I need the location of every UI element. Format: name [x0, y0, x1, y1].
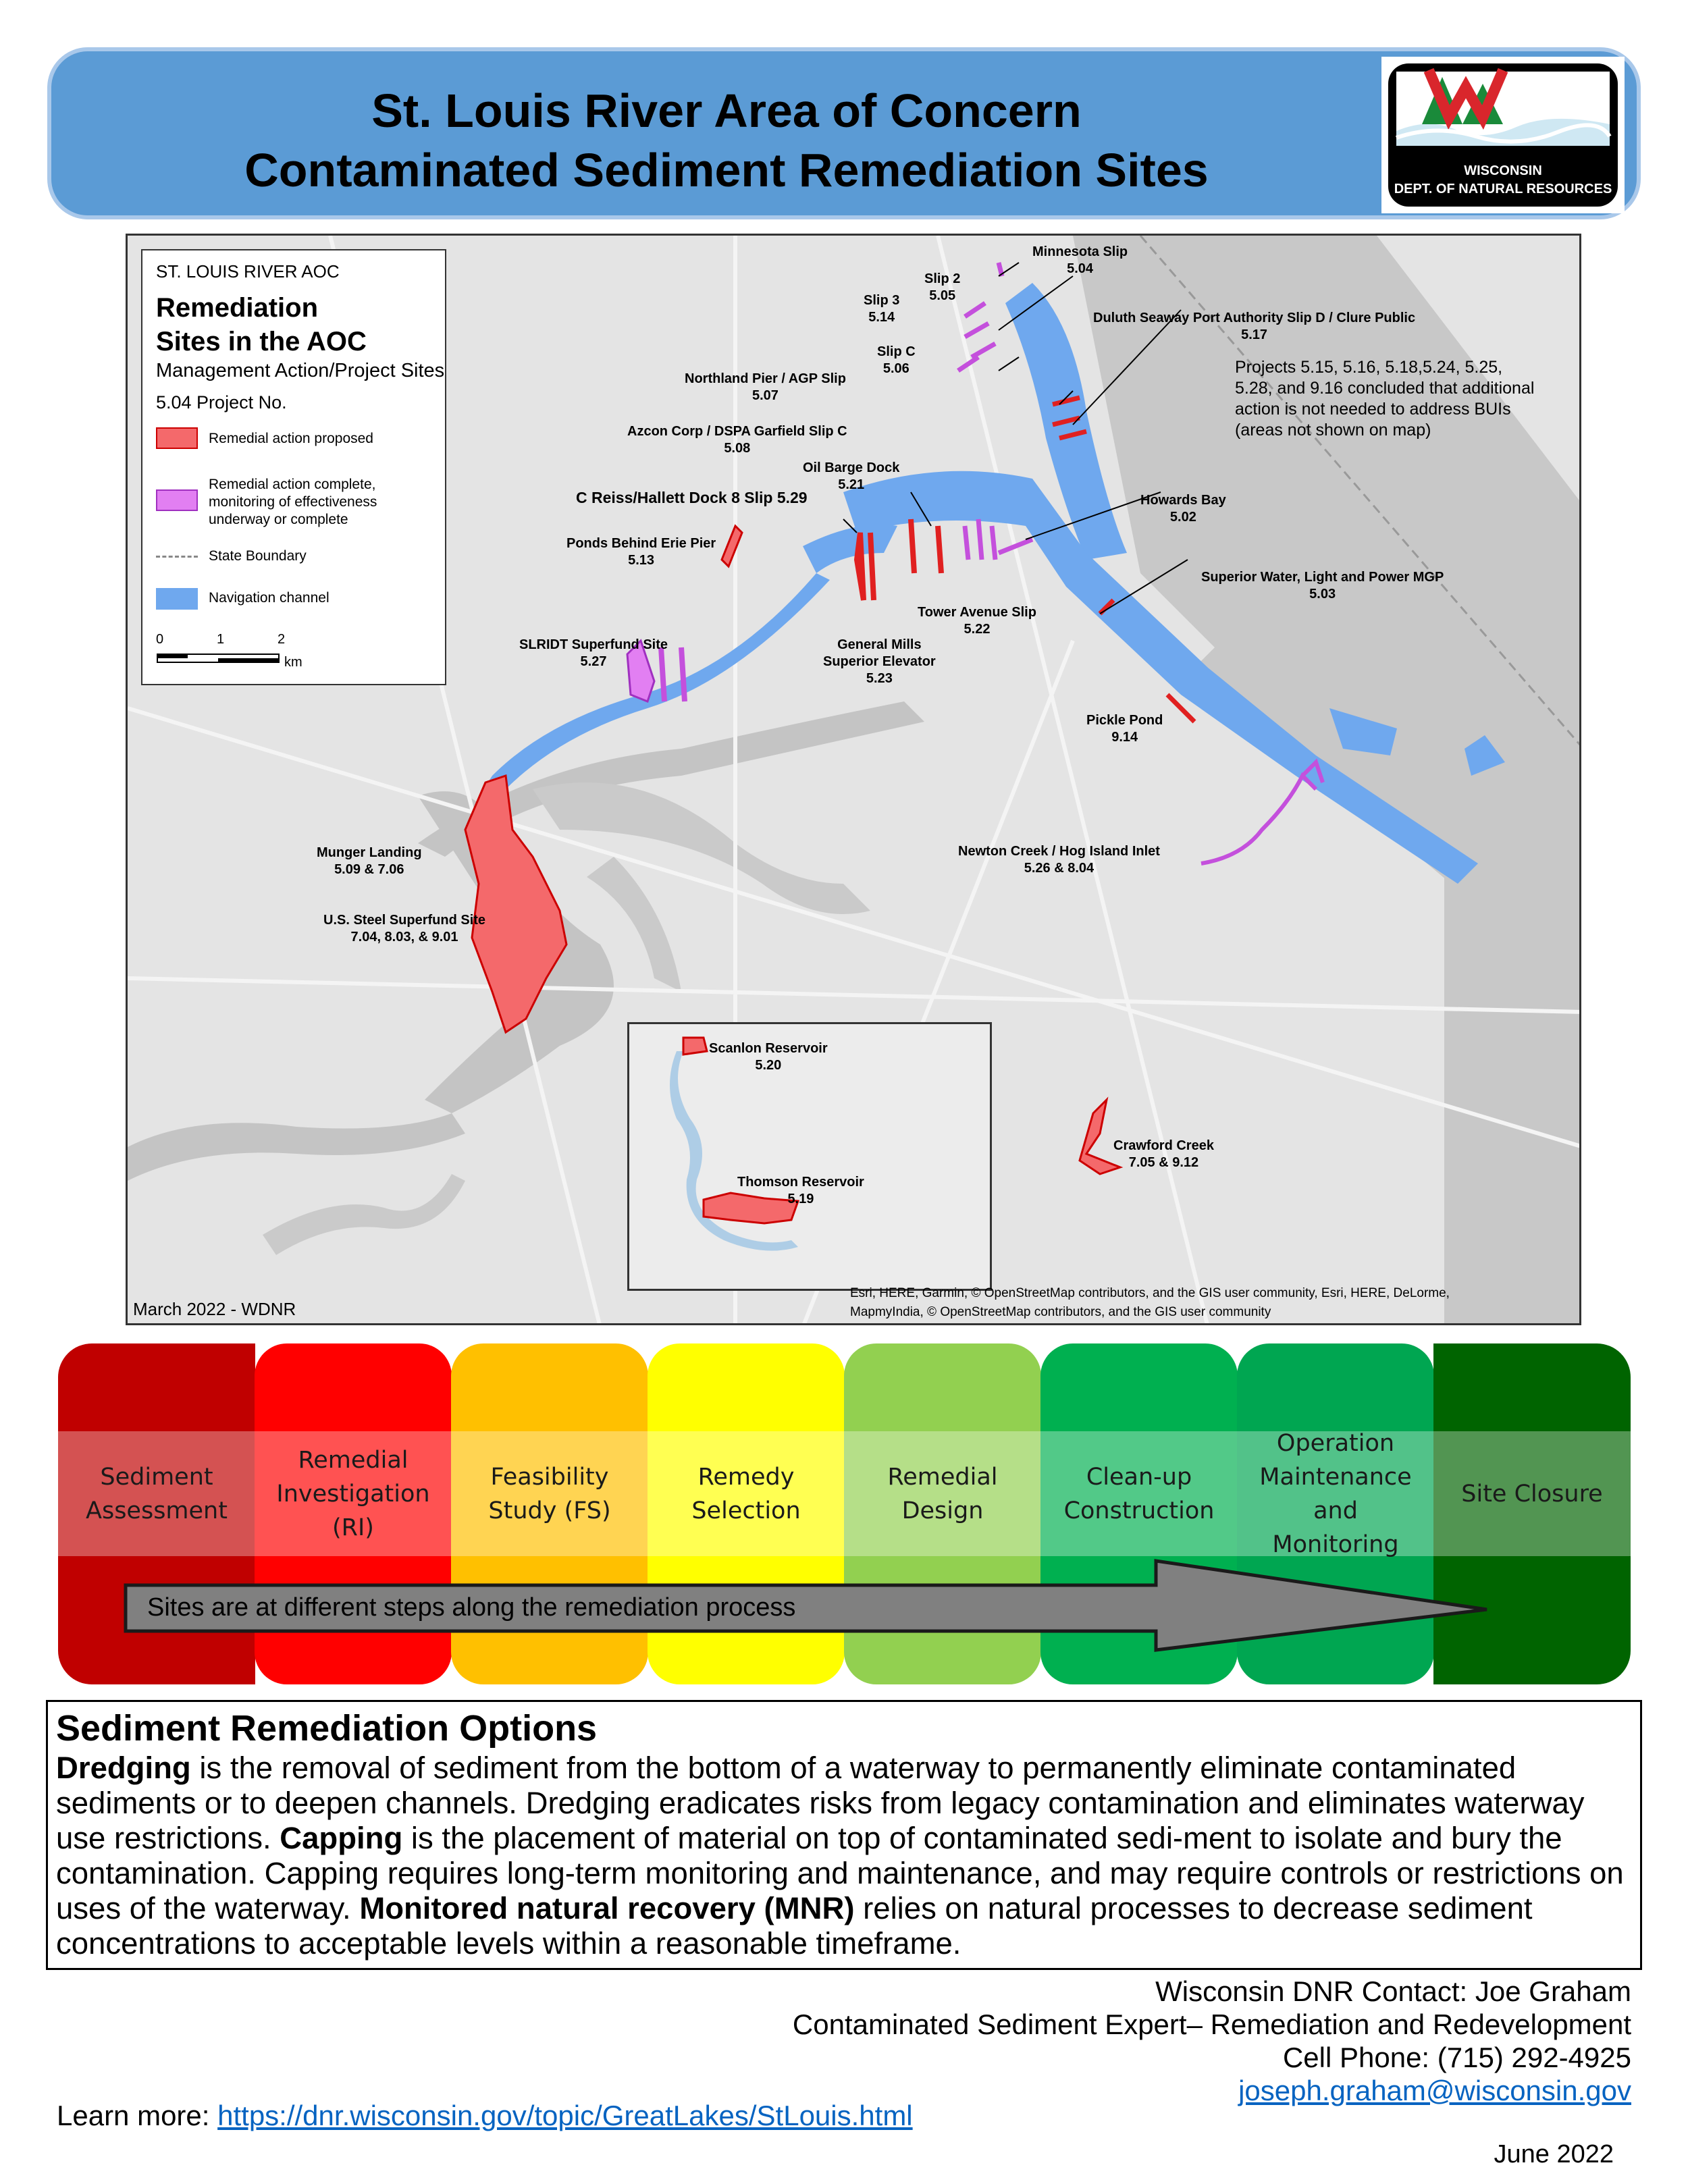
wisconsin-dnr-logo-icon	[1381, 57, 1625, 213]
scale-tick-2: 2	[278, 632, 286, 647]
options-title: Sediment Remediation Options	[56, 1708, 598, 1749]
contact-block	[793, 1975, 1631, 2107]
legend-aoc: ST. LOUIS RIVER AOC	[156, 261, 340, 282]
label-azcon-corp: Azcon Corp / DSPA Garfield Slip C 5.08	[627, 424, 847, 456]
process-step-label: Site Closure	[1461, 1480, 1603, 1508]
label-slip-3: Slip 3 5.14	[864, 293, 900, 325]
process-step-label: Remedy Selection	[691, 1463, 801, 1524]
logo-line-1: WISCONSIN	[1464, 163, 1542, 178]
label-scanlon-reservoir: Scanlon Reservoir 5.20	[709, 1041, 828, 1073]
footer-date: June 2022	[1494, 2140, 1614, 2168]
label-pickle-pond: Pickle Pond 9.14	[1086, 713, 1163, 745]
map-legend	[141, 249, 446, 685]
legend-swatch-proposed	[156, 427, 198, 449]
term-capping: Capping	[280, 1821, 403, 1855]
scale-bar	[156, 629, 318, 676]
map-date: March 2022 - WDNR	[133, 1299, 296, 1319]
label-minnesota-slip: Minnesota Slip 5.04	[1032, 244, 1128, 276]
text-capping: is the placement of material on top of contaminated sedi-ment to isolate and bury the contamination. Capping requires long-term monitoring and maintenance, and may require controls or restrictions on uses of the waterway.	[56, 1821, 1624, 1925]
label-northland-pier: Northland Pier / AGP Slip 5.07	[685, 371, 846, 403]
title-line-2: Contaminated Sediment Remediation Sites	[244, 144, 1209, 196]
scale-tick-1: 1	[217, 632, 225, 647]
legend-project-no: 5.04 Project No.	[156, 392, 287, 412]
contact-email-link[interactable]: joseph.graham@wisconsin.gov	[1238, 2075, 1631, 2106]
process-step-label: Clean-up Construction	[1063, 1463, 1215, 1524]
legend-label-proposed: Remedial action proposed	[209, 431, 373, 446]
text-mnr: relies on natural processes to decrease sediment concentrations to acceptable levels within a reasonable timeframe.	[56, 1891, 1533, 1961]
inset-map	[627, 1022, 992, 1291]
process-step-label: Feasibility Study (FS)	[488, 1463, 611, 1524]
label-general-mills: General Mills Superior Elevator 5.23	[823, 637, 936, 686]
page-title	[51, 81, 1402, 200]
legend-swatch-channel	[156, 588, 198, 610]
scale-tick-0: 0	[156, 632, 164, 647]
map-credit: Esri, HERE, Garmin, © OpenStreetMap contributors, and the GIS user community, Esri, HERE, DeLorme, MapmyIndia, © OpenStreetMap contributors, and the GIS user community	[850, 1286, 1450, 1319]
label-crawford-creek: Crawford Creek 7.05 & 9.12	[1113, 1138, 1214, 1170]
map-note: Projects 5.15, 5.16, 5.18,5.24, 5.25, 5.28, and 9.16 concluded that additional action is not needed to address BUIs (areas not shown on map)	[1235, 358, 1535, 440]
process-step-label: Remedial Investigation (RI)	[276, 1446, 430, 1541]
label-ponds-erie-pier: Ponds Behind Erie Pier 5.13	[566, 536, 716, 568]
label-tower-avenue-slip: Tower Avenue Slip 5.22	[918, 605, 1036, 637]
legend-title-line-2: Sites in the AOC	[156, 327, 367, 356]
label-thomson-reservoir: Thomson Reservoir 5.19	[737, 1175, 864, 1206]
label-us-steel: U.S. Steel Superfund Site 7.04, 8.03, & 9.01	[323, 913, 486, 944]
contact-phone: Cell Phone: (715) 292-4925	[1282, 2042, 1631, 2073]
title-line-1: St. Louis River Area of Concern	[371, 84, 1082, 137]
learn-more-label: Learn more:	[57, 2100, 218, 2131]
text-dredging: is the removal of sediment from the bottom of a waterway to permanently eliminate contaminated sediments or to deepen channels. Dredging eradicates risks from legacy contamination and eliminates waterway use restrictions.	[56, 1751, 1585, 1855]
header-banner	[47, 47, 1641, 219]
term-dredging: Dredging	[56, 1751, 191, 1785]
options-body	[56, 1751, 1629, 1961]
legend-label-complete: Remedial action complete, monitoring of effectiveness underway or complete	[209, 477, 377, 527]
label-slip-2: Slip 2 5.05	[924, 271, 961, 303]
label-howards-bay: Howards Bay 5.02	[1140, 493, 1226, 525]
legend-title-line-1: Remediation	[156, 293, 319, 323]
learn-more	[57, 2100, 913, 2132]
learn-more-link[interactable]: https://dnr.wisconsin.gov/topic/GreatLakes/StLouis.html	[217, 2100, 913, 2131]
logo-line-2: DEPT. OF NATURAL RESOURCES	[1394, 182, 1612, 196]
remediation-options	[46, 1700, 1642, 1970]
aoc-map	[126, 234, 1581, 1325]
label-slridt-superfund: SLRIDT Superfund Site 5.27	[519, 637, 668, 669]
label-slip-c: Slip C 5.06	[877, 344, 916, 376]
legend-subtitle: Management Action/Project Sites	[156, 360, 445, 381]
label-seaway-port-authority: Duluth Seaway Port Authority Slip D / Clure Public 5.17	[1093, 311, 1416, 342]
label-superior-water: Superior Water, Light and Power MGP 5.03	[1201, 570, 1444, 602]
process-step-label: Operation Maintenance and Monitoring	[1259, 1429, 1412, 1558]
legend-title	[156, 291, 440, 358]
label-c-reiss: C Reiss/Hallett Dock 8 Slip 5.29	[576, 489, 808, 506]
contact-title: Contaminated Sediment Expert– Remediation and Redevelopment	[792, 2008, 1631, 2040]
process-arrow-text: Sites are at different steps along the remediation process	[147, 1593, 796, 1622]
scale-unit: km	[284, 655, 302, 670]
process-step-label: Remedial Design	[887, 1463, 998, 1524]
label-newton-creek: Newton Creek / Hog Island Inlet 5.26 & 8.04	[958, 844, 1160, 876]
process-step-label: Sediment Assessment	[86, 1463, 228, 1524]
legend-label-boundary: State Boundary	[209, 548, 307, 564]
label-munger-landing: Munger Landing 5.09 & 7.06	[317, 845, 422, 877]
label-oil-barge-dock: Oil Barge Dock 5.21	[803, 460, 900, 492]
legend-swatch-boundary	[156, 556, 198, 558]
legend-swatch-complete	[156, 489, 198, 511]
term-mnr: Monitored natural recovery (MNR)	[359, 1891, 855, 1925]
legend-label-channel: Navigation channel	[209, 590, 329, 606]
contact-name: Wisconsin DNR Contact: Joe Graham	[1155, 1975, 1631, 2007]
